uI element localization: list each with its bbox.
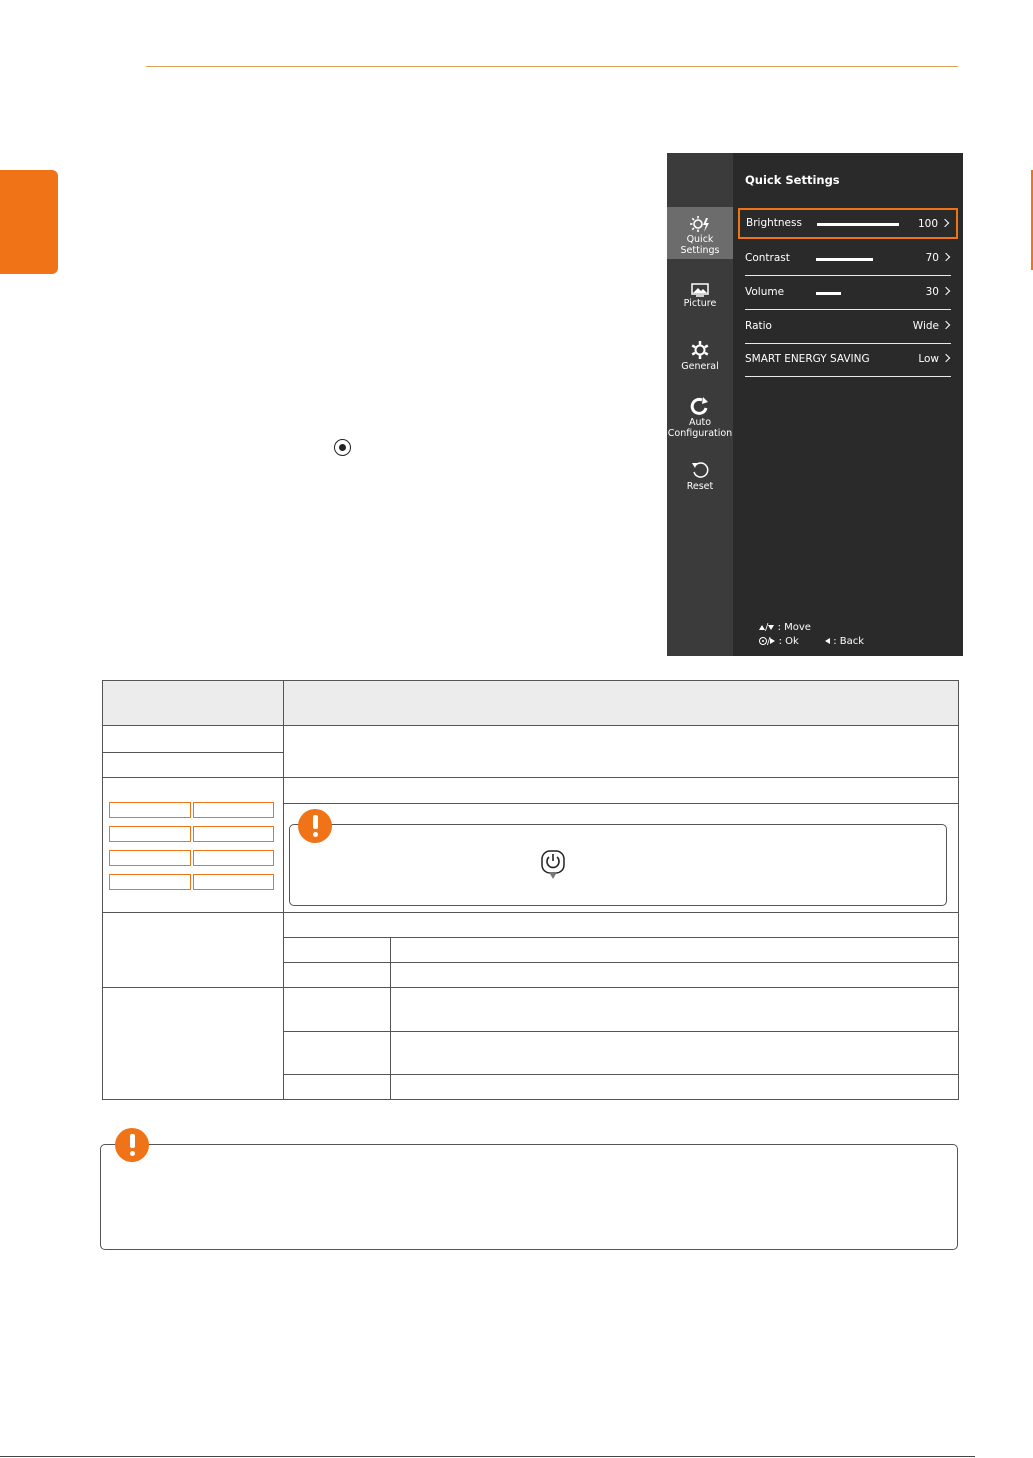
setting-value: 30 [925,286,939,298]
grid-box [109,802,191,818]
setting-label: Volume [745,286,785,298]
sidebar-item-reset[interactable] [667,460,733,492]
chevron-right-icon [943,353,951,365]
sidebar-item-quick-settings[interactable] [667,207,733,259]
grid-box [193,826,274,842]
warning-icon [298,809,332,843]
chevron-right-icon [942,218,950,230]
osd-title: Quick Settings [745,173,840,187]
grid-box [109,850,191,866]
level-bar [816,292,841,295]
footer-rule [0,1456,975,1457]
setting-label: Brightness [746,217,802,229]
right-arrow-icon [770,638,775,644]
left-arrow-icon [825,638,830,644]
sidebar-item-picture[interactable] [667,283,733,309]
caution-note-inner [289,824,947,906]
grid-box [109,874,191,890]
osd-sidebar [667,153,733,656]
osd-menu [667,153,963,656]
reset-icon [690,460,710,480]
setting-value: Low [918,353,939,365]
picture-icon [691,283,709,297]
quick-settings-icon [689,215,711,233]
sidebar-label-line1: Picture [683,298,717,309]
setting-value: Wide [912,320,939,332]
sidebar-item-general[interactable] [667,340,733,372]
grid-box [109,826,191,842]
footer-ok-hint: / : Ok [759,636,799,647]
chevron-right-icon [943,252,951,264]
joystick-button-icon [334,439,351,456]
setting-row-contrast[interactable] [745,243,951,276]
caution-note [100,1144,958,1250]
auto-configuration-icon [690,396,710,416]
chevron-right-icon [943,320,951,332]
joystick-icon [759,637,767,645]
footer-back-text: : Back [833,636,865,647]
setting-row-ratio[interactable] [745,311,951,344]
general-icon [690,340,710,360]
grid-box [193,802,274,818]
grid-box [193,850,274,866]
header-rule [146,66,958,67]
footer-back-hint [825,636,864,647]
setting-row-volume[interactable] [745,277,951,310]
sidebar-label-line2: Configuration [667,428,733,439]
setting-label: SMART ENERGY SAVING [745,353,870,365]
level-bar [816,258,873,261]
setting-value: 70 [925,252,939,264]
up-arrow-icon [759,625,765,630]
sidebar-label-line1: General [681,361,719,372]
sidebar-label-line1: Auto [688,417,712,428]
setting-row-smart-energy-saving[interactable] [745,344,951,377]
setting-label: Contrast [745,252,790,264]
down-arrow-icon [768,625,774,630]
footer-move-text: : Move [777,622,811,633]
sidebar-label-line2: Settings [680,245,720,256]
footer-ok-text: : Ok [778,636,799,647]
grid-box [193,874,274,890]
table-header [103,681,959,725]
setting-value: 100 [917,218,938,230]
setting-row-brightness[interactable] [738,208,958,239]
level-bar [817,223,899,226]
chapter-tab [0,170,58,274]
power-button-icon [541,850,565,880]
sidebar-label-line1: Reset [686,481,714,492]
chevron-right-icon [943,286,951,298]
setting-label: Ratio [745,320,772,332]
sidebar-item-auto-configuration[interactable] [667,396,733,439]
footer-move-hint: / : Move [759,622,811,633]
warning-icon [115,1128,149,1162]
sidebar-label-line1: Quick [686,234,714,245]
